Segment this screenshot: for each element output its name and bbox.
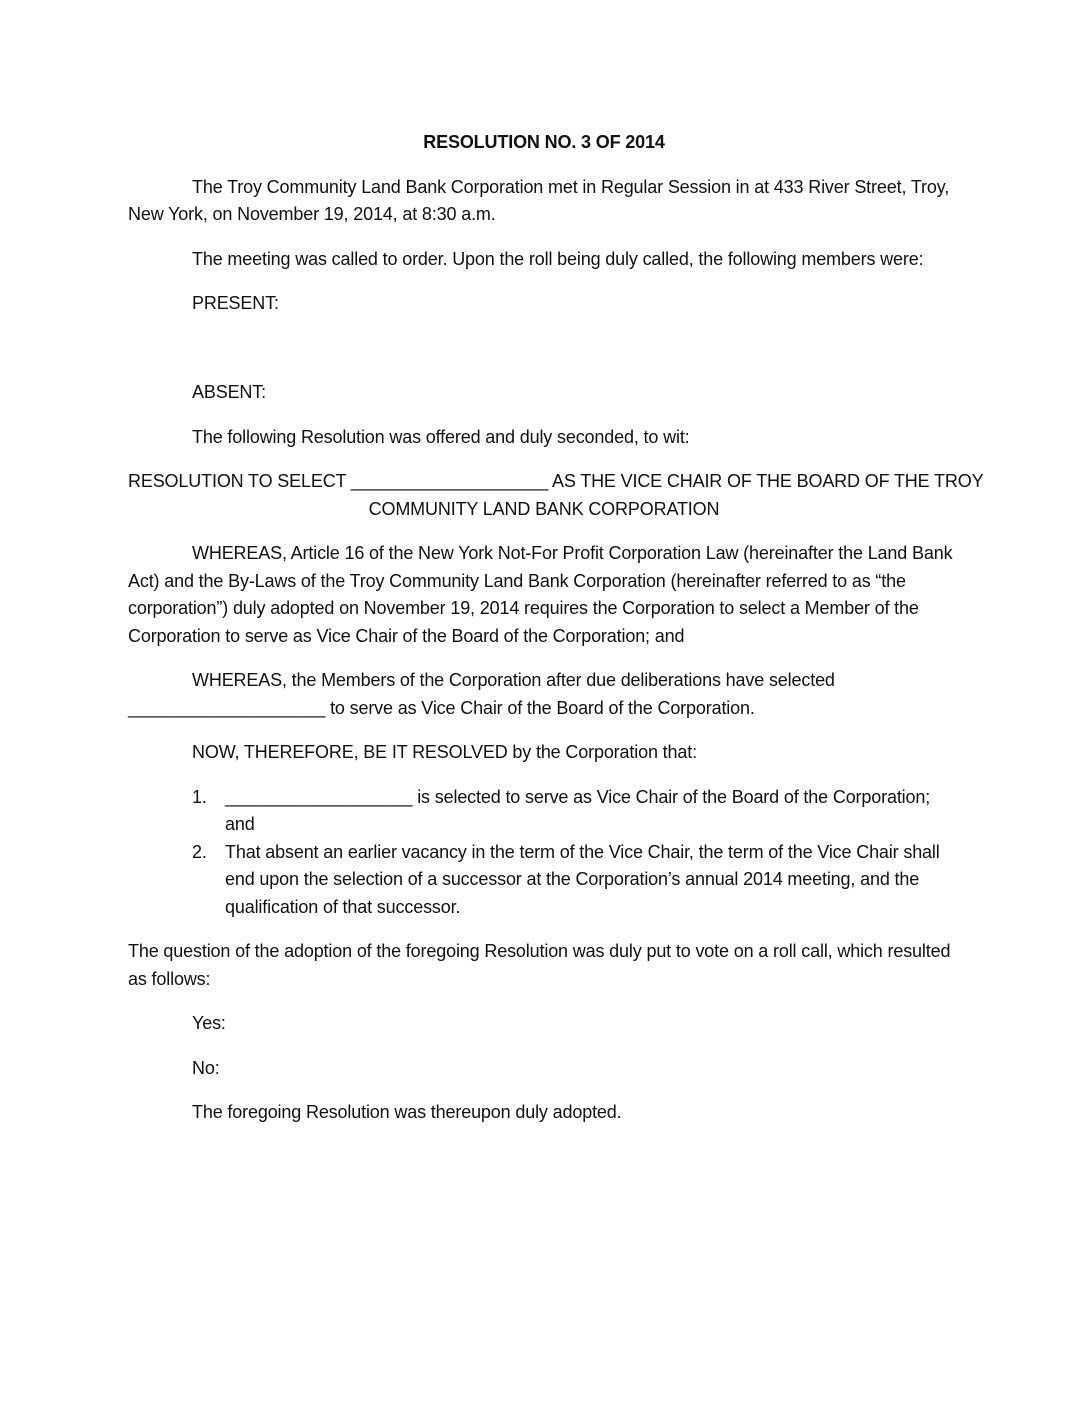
- list-item: [192, 784, 960, 839]
- paragraph-question: The question of the adoption of the foregoing Resolution was duly put to vote on a roll call, which resulted as follows:: [128, 941, 951, 989]
- resolution-heading: [128, 468, 984, 523]
- blank-paragraph: [128, 335, 960, 363]
- paragraph-offered: The following Resolution was offered and duly seconded, to wit:: [192, 426, 690, 447]
- list-item-text: That absent an earlier vacancy in the term of the Vice Chair, the term of the Vice Chair shall end upon the selection of a successor at the Corporation’s annual 2014 meeting, and the qualification of that successor.: [225, 841, 940, 917]
- resolved-clauses-list: [192, 784, 960, 922]
- list-item: [192, 839, 960, 922]
- label-present: PRESENT:: [192, 293, 279, 313]
- list-item-marker: 2.: [192, 841, 207, 862]
- paragraph-resolved: NOW, THEREFORE, BE IT RESOLVED by the Corporation that:: [192, 742, 697, 762]
- list-item-text: ___________________ is selected to serve as Vice Chair of the Board of the Corporation; and: [225, 786, 931, 834]
- label-absent: ABSENT:: [192, 382, 266, 402]
- document-title: RESOLUTION NO. 3 OF 2014: [423, 132, 665, 152]
- resolution-heading-line-1: RESOLUTION TO SELECT ____________________ AS THE VICE CHAIR OF THE BOARD OF THE TROY: [128, 471, 984, 491]
- resolution-document: [128, 129, 984, 1127]
- paragraph-adopted: The foregoing Resolution was thereupon duly adopted.: [192, 1102, 622, 1122]
- label-yes: Yes:: [192, 1013, 226, 1033]
- resolution-heading-line-2: COMMUNITY LAND BANK CORPORATION: [368, 498, 720, 519]
- label-no: No:: [192, 1057, 220, 1078]
- paragraph-called-to-order: The meeting was called to order. Upon the roll being duly called, the following members were:: [192, 248, 924, 269]
- paragraph-session: The Troy Community Land Bank Corporation met in Regular Session in at 433 River Street, Troy, New York, on November 19, 2014, at 8:30 a.m.: [128, 176, 950, 224]
- paragraph-whereas-2: WHEREAS, the Members of the Corporation after due deliberations have selected ____________________ to serve as Vice Chair of the Board of the Corporation.: [128, 670, 835, 718]
- paragraph-whereas-1: WHEREAS, Article 16 of the New York Not-For Profit Corporation Law (hereinafter the Land Bank Act) and the By-Laws of the Troy Community Land Bank Corporation (hereinafter referred to as “the corporation”) duly adopted on November 19, 2014 requires the Corporation to select a Member of the Corporation to serve as Vice Chair of the Board of the Corporation; and: [128, 543, 953, 646]
- list-item-marker: 1.: [192, 786, 207, 807]
